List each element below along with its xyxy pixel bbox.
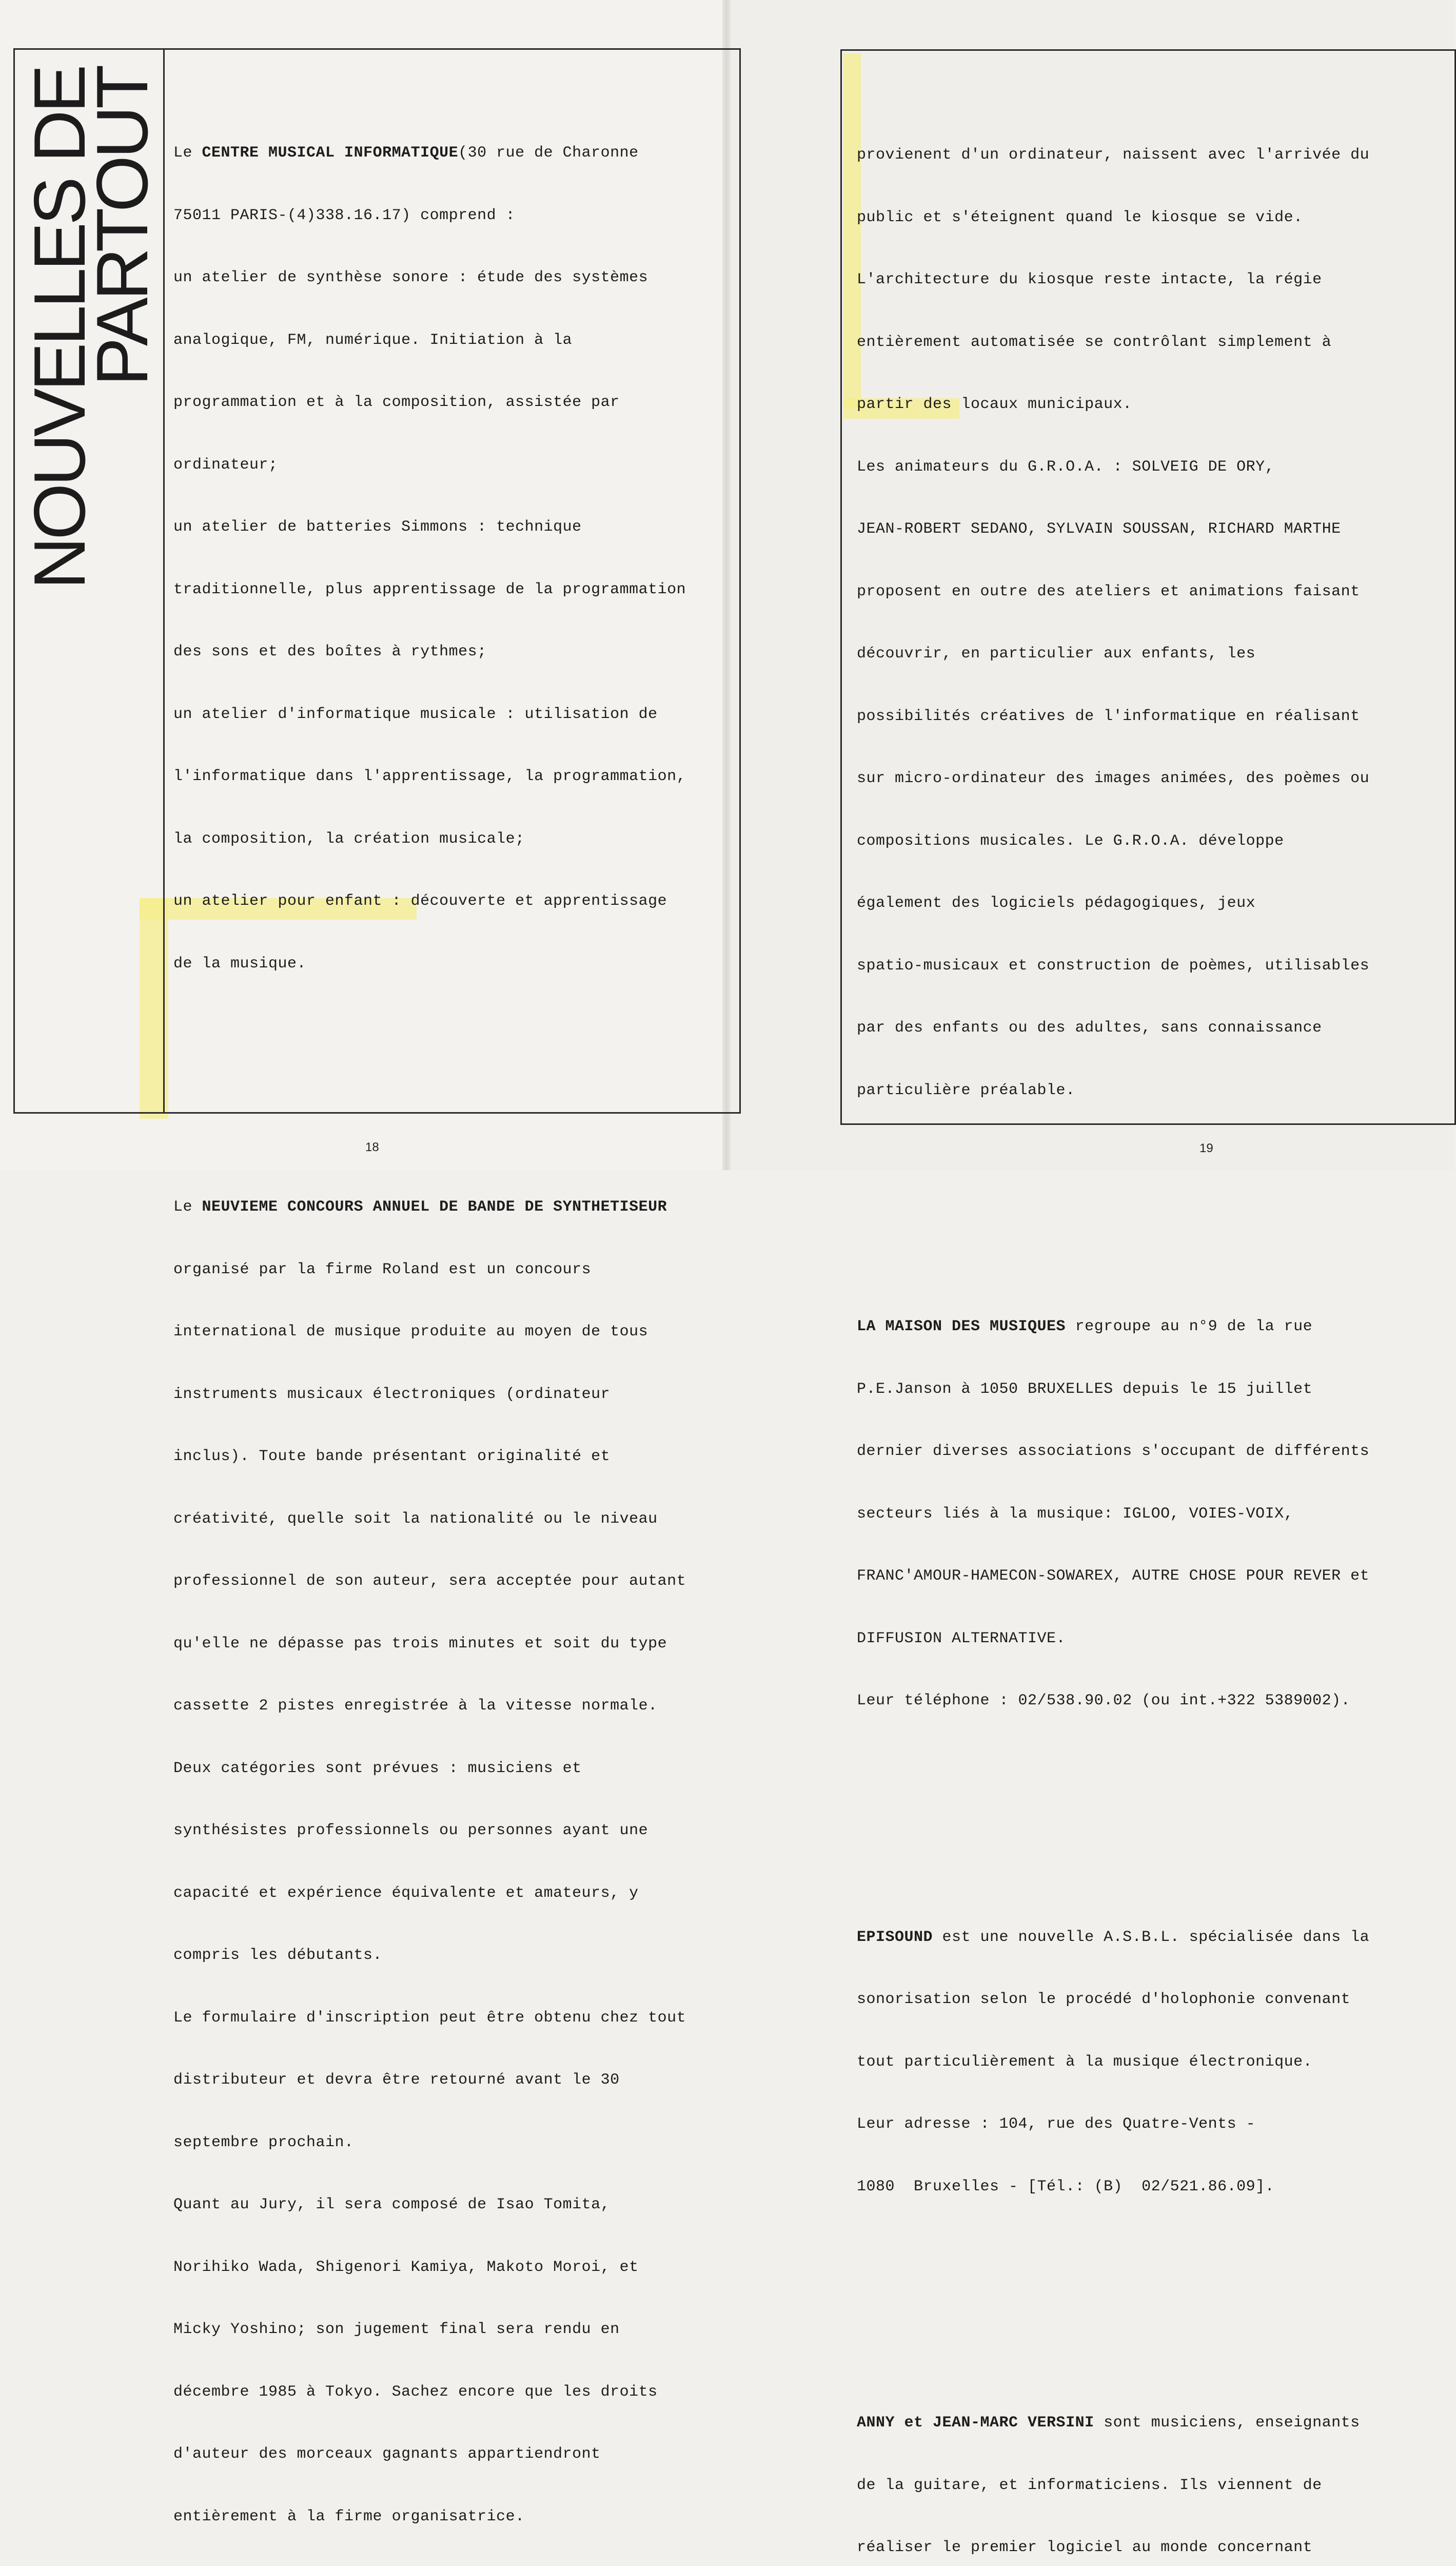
article-line: décembre 1985 à Tokyo. Sachez encore que les droits <box>173 2383 658 2401</box>
article-line: secteurs liés à la musique: IGLOO, VOIES-VOIX, <box>857 1505 1294 1523</box>
article-line: qu'elle ne dépasse pas trois minutes et soit du type <box>173 1635 667 1653</box>
article-line: également des logiciels pédagogiques, jeux <box>857 895 1256 912</box>
article-line: Leur téléphone : 02/538.90.02 (ou int.+322 5389002). <box>857 1692 1351 1709</box>
article-line: cassette 2 pistes enregistrée à la vitesse normale. <box>173 1697 658 1715</box>
article-line: des sons et des boîtes à rythmes; <box>173 643 487 660</box>
article-versini <box>857 2371 1452 2566</box>
article-line: FRANC'AMOUR-HAMECON-SOWAREX, AUTRE CHOSE POUR REVER et <box>857 1567 1370 1585</box>
article-line: proposent en outre des ateliers et animations faisant <box>857 582 1360 600</box>
article-line: spatio-musicaux et construction de poèmes, utilisables <box>857 957 1370 975</box>
article-line: traditionnelle, plus apprentissage de la programmation <box>173 580 686 598</box>
article-line: Leur adresse : 104, rue des Quatre-Vents - <box>857 2115 1256 2133</box>
article-line: réaliser le premier logiciel au monde concernant <box>857 2539 1313 2556</box>
article-heading: CENTRE MUSICAL INFORMATIQUE <box>202 144 459 162</box>
article-line: d'auteur des morceaux gagnants appartiendront <box>173 2445 601 2463</box>
article-line: L'architecture du kiosque reste intacte, la régie <box>857 271 1322 288</box>
article-line: Norihiko Wada, Shigenori Kamiya, Makoto Moroi, et <box>173 2258 639 2276</box>
article-line: Le CENTRE MUSICAL INFORMATIQUE(30 rue de Charonne <box>173 144 639 162</box>
article-heading: LA MAISON DES MUSIQUES <box>857 1318 1066 1335</box>
article-line: EPISOUND est une nouvelle A.S.B.L. spécialisée dans la <box>857 1928 1370 1946</box>
article-line: professionnel de son auteur, sera acceptée pour autant <box>173 1572 686 1590</box>
article-line: de la guitare, et informaticiens. Ils viennent de <box>857 2476 1322 2494</box>
article-episound <box>857 1885 1452 2239</box>
article-line: possibilités créatives de l'informatique en réalisant <box>857 707 1360 725</box>
article-line: sur micro-ordinateur des images animées, des poèmes ou <box>857 770 1370 787</box>
page-number-right: 19 <box>1199 1141 1213 1155</box>
article-line: international de musique produite au moyen de tous <box>173 1323 648 1340</box>
article-line: organisé par la firme Roland est un concours <box>173 1260 592 1278</box>
article-line: septembre prochain. <box>173 2133 354 2151</box>
article-line: compositions musicales. Le G.R.O.A. développe <box>857 832 1284 850</box>
article-line: DIFFUSION ALTERNATIVE. <box>857 1629 1066 1647</box>
article-line: 1080 Bruxelles - [Tél.: (B) 02/521.86.09]. <box>857 2178 1275 2195</box>
article-line: particulière préalable. <box>857 1081 1075 1099</box>
article-maison-des-musiques <box>857 1275 1452 1753</box>
article-line: de la musique. <box>173 955 307 973</box>
article-concours-roland <box>173 1155 733 2566</box>
article-centre-musical <box>173 101 733 1016</box>
article-line: l'informatique dans l'apprentissage, la programmation, <box>173 768 686 785</box>
article-line: analogique, FM, numérique. Initiation à la <box>173 331 573 349</box>
article-heading: NEUVIEME CONCOURS ANNUEL DE BANDE DE SYNTHETISEUR <box>202 1198 667 1216</box>
article-line: partir des locaux municipaux. <box>857 396 1132 413</box>
article-line: distributeur et devra être retourné avant le 30 <box>173 2071 620 2089</box>
article-line: public et s'éteignent quand le kiosque se vide. <box>857 208 1303 226</box>
article-line: inclus). Toute bande présentant originalité et <box>173 1448 611 1465</box>
article-line: ANNY et JEAN-MARC VERSINI sont musiciens, enseignants <box>857 2414 1360 2432</box>
article-line: provienent d'un ordinateur, naissent avec l'arrivée du <box>857 146 1370 164</box>
section-title-line2: PARTOUT <box>82 67 163 386</box>
article-line: un atelier d'informatique musicale : utilisation de <box>173 705 658 723</box>
page-number-left: 18 <box>365 1140 379 1154</box>
article-line: sonorisation selon le procédé d'holophonie convenant <box>857 1991 1351 2008</box>
article-line: JEAN-ROBERT SEDANO, SYLVAIN SOUSSAN, RICHARD MARTHE <box>857 520 1341 538</box>
article-line: un atelier de synthèse sonore : étude des systèmes <box>173 269 648 286</box>
article-line: dernier diverses associations s'occupant de différents <box>857 1443 1370 1460</box>
article-line: LA MAISON DES MUSIQUES regroupe au n°9 de la rue <box>857 1318 1313 1335</box>
article-line: la composition, la création musicale; <box>173 830 525 848</box>
article-line: entièrement à la firme organisatrice. <box>173 2507 525 2525</box>
article-line: P.E.Janson à 1050 BRUXELLES depuis le 15 juillet <box>857 1380 1313 1398</box>
article-line: programmation et à la composition, assistée par <box>173 394 620 411</box>
article-line: entièrement automatisée se contrôlant simplement à <box>857 333 1332 351</box>
article-heading: EPISOUND <box>857 1928 933 1946</box>
article-line: 75011 PARIS-(4)338.16.17) comprend : <box>173 206 516 224</box>
article-line: tout particulièrement à la musique électronique. <box>857 2053 1313 2071</box>
article-line: Micky Yoshino; son jugement final sera rendu en <box>173 2321 620 2338</box>
article-line: capacité et expérience équivalente et amateurs, y <box>173 1884 639 1902</box>
article-heading: ANNY et JEAN-MARC VERSINI <box>857 2414 1094 2432</box>
section-title-line1: NOUVELLES DE <box>19 67 101 590</box>
article-line: un atelier pour enfant : découverte et apprentissage <box>173 892 667 910</box>
article-line: Le NEUVIEME CONCOURS ANNUEL DE BANDE DE SYNTHETISEUR <box>173 1198 667 1216</box>
article-line: Quant au Jury, il sera composé de Isao Tomita, <box>173 2196 611 2213</box>
article-pavillon-continued <box>857 103 1452 1142</box>
article-line: synthésistes professionnels ou personnes ayant une <box>173 1822 648 1839</box>
article-line: Deux catégories sont prévues : musiciens et <box>173 1759 582 1777</box>
article-line: créativité, quelle soit la nationalité ou le niveau <box>173 1510 658 1528</box>
section-title <box>21 51 162 606</box>
article-line: découvrir, en particulier aux enfants, les <box>857 645 1256 663</box>
article-line: Le formulaire d'inscription peut être obtenu chez tout <box>173 2009 686 2027</box>
article-line: ordinateur; <box>173 456 278 474</box>
article-line: instruments musicaux électroniques (ordinateur <box>173 1385 611 1403</box>
right-column <box>857 62 1452 2566</box>
article-line: par des enfants ou des adultes, sans connaissance <box>857 1019 1322 1037</box>
title-divider-rule <box>163 49 165 1113</box>
article-line: compris les débutants. <box>173 1947 383 1964</box>
article-line: Les animateurs du G.R.O.A. : SOLVEIG DE ORY, <box>857 458 1275 476</box>
article-line: un atelier de batteries Simmons : technique <box>173 518 582 536</box>
left-column <box>173 60 733 2566</box>
